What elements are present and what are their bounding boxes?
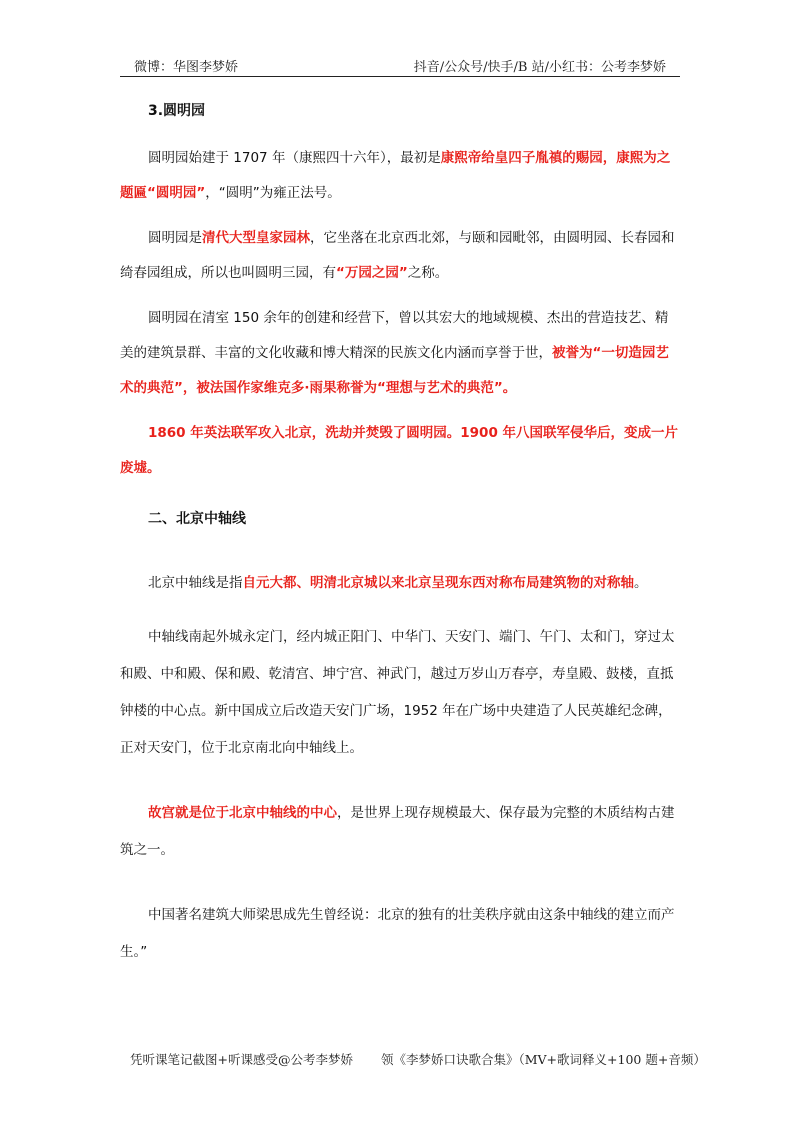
page-header — [120, 50, 680, 77]
text: ，是世界上现存规模最大、保存最为完整的木质结构古建筑之一。 — [120, 805, 675, 858]
highlight: 故宫就是位于北京中轴线的中心 — [148, 805, 337, 821]
text: 圆明园是 — [148, 230, 202, 246]
highlight: “万园之园” — [336, 265, 408, 281]
text: 圆明园始建于 1707 年（康熙四十六年），最初是 — [148, 150, 441, 166]
paragraph-reputation — [120, 301, 680, 406]
text: 之称。 — [407, 265, 449, 281]
paragraph-liang-sicheng-quote: 中国著名建筑大师梁思成先生曾经说：北京的独有的壮美秩序就由这条中轴线的建立而产生。” — [120, 907, 675, 960]
highlight: 自元大都、明清北京城以来北京呈现东西对称布局建筑物的对称轴 — [242, 575, 634, 591]
text: ，它坐落在北京西北郊，与颐和园毗邻，由圆明园、长春园和绮春园组成，所以也叫圆明三园，有 — [120, 230, 675, 281]
section-title-central-axis: 二、北京中轴线 — [148, 511, 246, 527]
section-title-yuanmingyuan: 3.圆明园 — [148, 103, 206, 119]
footer-right: 领《李梦娇口诀歌合集》（MV+歌词释义+100 题+音频） — [380, 1052, 706, 1067]
paragraph-royal-garden — [120, 221, 680, 291]
header-weibo: 微博：华图李梦娇 — [134, 60, 239, 75]
highlight: 康熙帝给皇四子胤禛的赐园，康熙为之题匾“圆明园” — [120, 150, 671, 201]
highlight: 清代大型皇家园林 — [202, 230, 310, 246]
paragraph-forbidden-city — [120, 795, 680, 869]
text: 圆明园在清室 150 余年的创建和经营下，曾以其宏大的地域规模、杰出的营造技艺、精美的建筑景群、丰富的文化收藏和博大精深的民族文化内涵而享誉于世， — [120, 310, 669, 361]
page-footer — [130, 1050, 706, 1068]
text: ，“圆明”为雍正法号。 — [205, 185, 341, 201]
footer-left: 凭听课笔记截图+听课感受@公考李梦娇 — [130, 1052, 353, 1067]
text: 。 — [634, 575, 648, 591]
paragraph-axis-route: 中轴线南起外城永定门，经内城正阳门、中华门、天安门、端门、午门、太和门，穿过太和殿、中和殿、保和殿、乾清宫、坤宁宫、神武门，越过万岁山万春亭，寿皇殿、鼓楼，直抵钟楼的中心点。新中国成立后改造天安门广场，1952 年在广场中央建造了人民英雄纪念碑，正对天安门，位于北京南北向中轴线上。 — [120, 629, 675, 756]
paragraph-axis-definition — [120, 566, 680, 601]
highlight: 被誉为“一切造园艺术的典范”，被法国作家维克多·雨果称誉为“理想与艺术的典范”。 — [120, 345, 669, 396]
paragraph-founding — [120, 141, 680, 211]
text: 北京中轴线是指 — [148, 575, 243, 591]
header-social: 抖音/公众号/快手/B 站/小红书：公考李梦娇 — [413, 60, 666, 75]
paragraph-destruction: 1860 年英法联军攻入北京，洗劫并焚毁了圆明园。1900 年八国联军侵华后，变成一片废墟。 — [120, 425, 679, 476]
document-body — [120, 100, 680, 971]
